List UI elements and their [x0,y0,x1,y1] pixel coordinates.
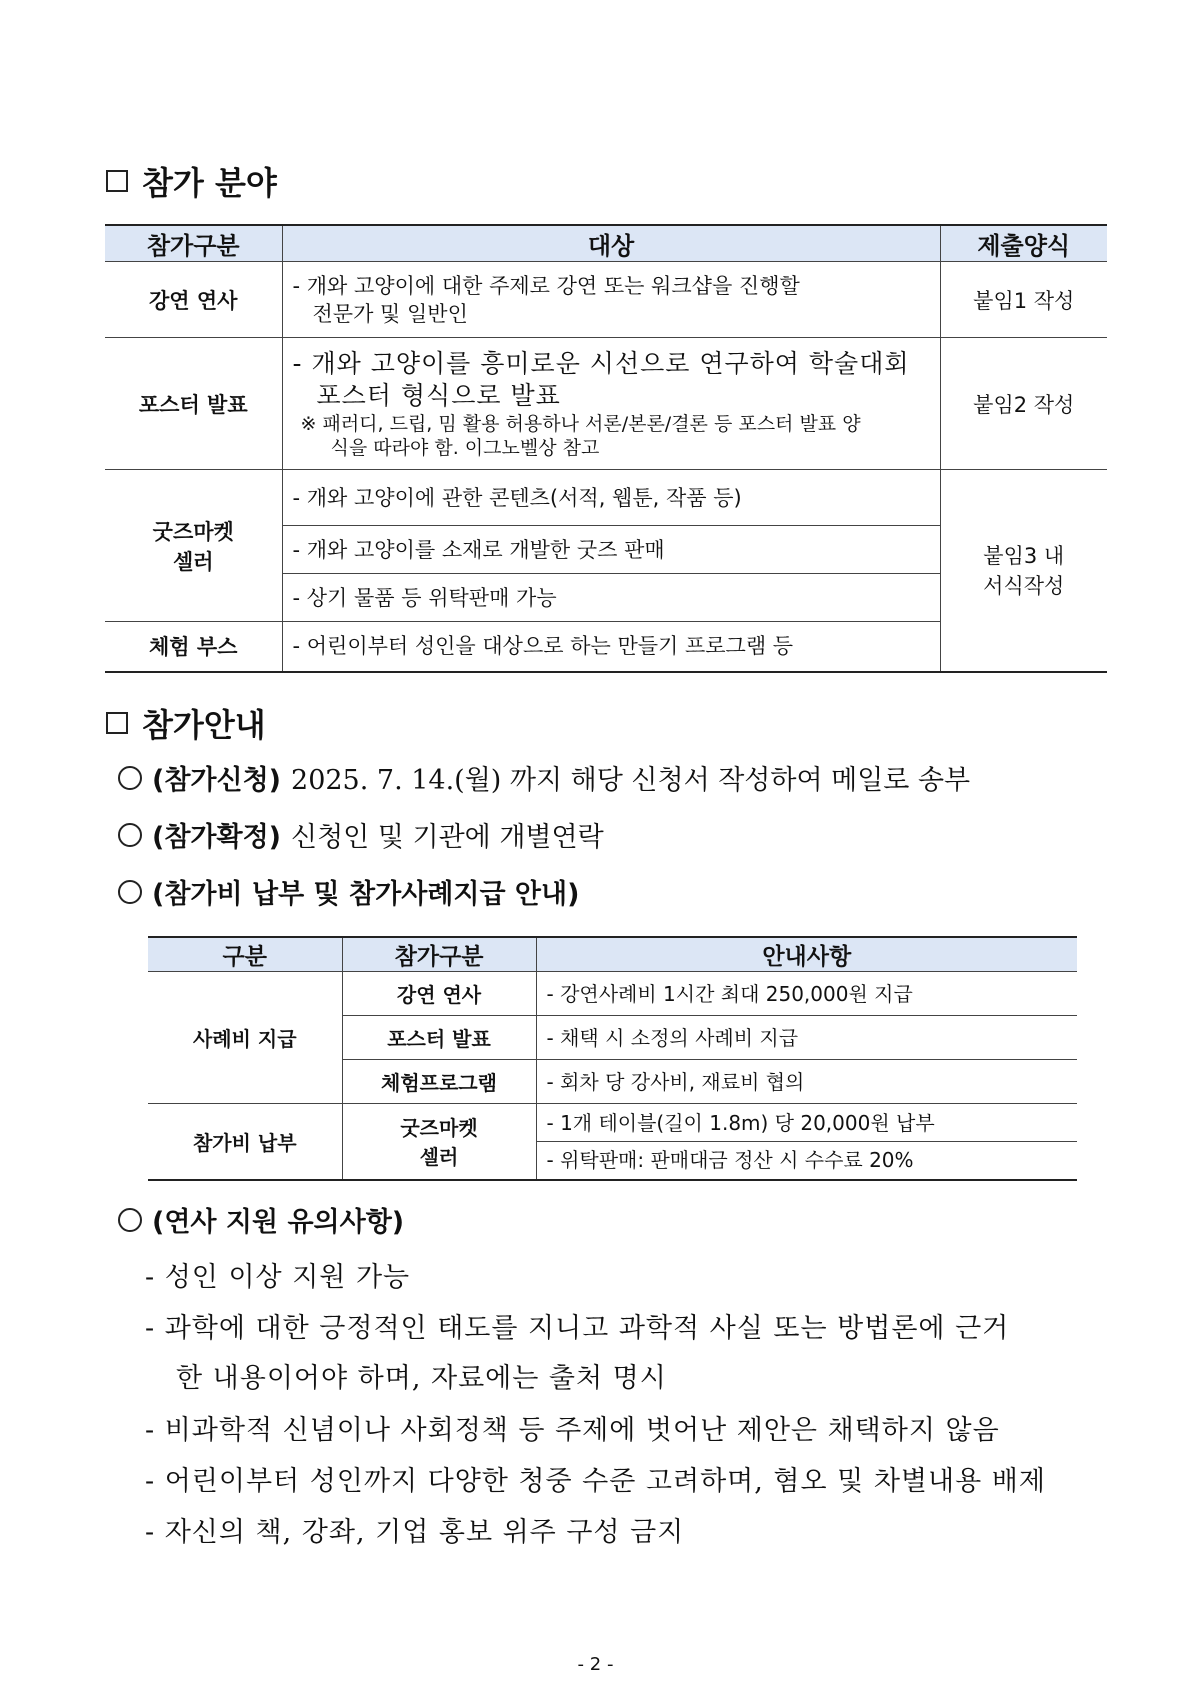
form-cell: 붙임2 작성 [940,338,1107,470]
item-text: 2025. 7. 14.(월) 까지 해당 신청서 작성하여 메일로 송부 [291,765,971,796]
page-number: - 2 - [577,1654,614,1675]
form-line: 붙임3 내 [983,544,1065,569]
note-line: - 자신의 책, 강좌, 기업 홍보 위주 구성 금지 [145,1517,685,1548]
target-cell: - 어린이부터 성인을 대상으로 하는 만들기 프로그램 등 [282,622,940,672]
item-text: 신청인 및 기관에 개별연락 [291,822,604,853]
note-line: - 어린이부터 성인까지 다양한 청중 수준 고려하며, 혐오 및 차별내용 배제 [145,1466,1046,1497]
confirm-item [118,815,604,854]
section-title: 참가 분야 [142,164,277,202]
header-cell: 안내사항 [536,937,1077,972]
form-cell [940,470,1107,672]
note-line: 한 내용이어야 하며, 자료에는 출처 명시 [176,1363,667,1394]
category-line: 셀러 [172,549,214,574]
header-cell: 구분 [148,937,342,972]
note-line: - 과학에 대한 긍정적인 태도를 지니고 과학적 사실 또는 방법론에 근거 [145,1313,1010,1344]
item-label: (참가확정) [152,822,282,853]
header-cell: 대상 [282,225,940,262]
circle-bullet-icon [118,1208,142,1232]
circle-bullet-icon [118,880,142,904]
item-label: (참가비 납부 및 참가사례지급 안내) [152,879,580,910]
target-cell [282,338,940,470]
category-cell [342,1104,536,1180]
info-cell: - 채택 시 소정의 사례비 지급 [536,1016,1077,1060]
note-line: - 성인 이상 지원 가능 [145,1262,411,1293]
checkbox-square-icon [106,170,128,192]
info-cell: - 위탁판매: 판매대금 정산 시 수수료 20% [536,1142,1077,1180]
category-cell: 포스터 발표 [342,1016,536,1060]
target-line: - 개와 고양이를 흥미로운 시선으로 연구하여 학술대회 [292,348,910,378]
note-line: - 비과학적 신념이나 사회정책 등 주제에 벗어난 제안은 채택하지 않음 [145,1415,1000,1446]
participation-fields-table [105,224,1107,673]
note-line: ※ 패러디, 드립, 밈 활용 허용하나 서론/본론/결론 등 포스터 발표 양 [300,412,861,435]
info-cell: - 강연사례비 1시간 최대 250,000원 지급 [536,972,1077,1016]
target-line: 포스터 형식으로 발표 [316,380,561,410]
checkbox-square-icon [106,712,128,734]
target-cell: - 개와 고양이를 소재로 개발한 굿즈 판매 [282,526,940,574]
item-label: (연사 지원 유의사항) [152,1207,405,1238]
info-cell: - 1개 테이블(길이 1.8m) 당 20,000원 납부 [536,1104,1077,1142]
circle-bullet-icon [118,823,142,847]
form-line: 서식작성 [983,574,1065,599]
target-cell: - 상기 물품 등 위탁판매 가능 [282,574,940,622]
category-cell: 포스터 발표 [105,338,282,470]
circle-bullet-icon [118,766,142,790]
target-cell [282,262,940,338]
item-label: (참가신청) [152,765,282,796]
target-cell: - 개와 고양이에 관한 콘텐츠(서적, 웹툰, 작품 등) [282,470,940,526]
apply-item [118,758,970,797]
category-line: 굿즈마켓 [400,1116,478,1141]
notes-item [118,1200,414,1239]
section-heading-participation-guide [106,700,266,746]
section-heading-participation-fields [106,158,277,204]
table-header-row [148,937,1077,972]
info-cell: - 회차 당 강사비, 재료비 협의 [536,1060,1077,1104]
table-row [105,470,1107,526]
category-cell: 체험 부스 [105,622,282,672]
header-cell: 참가구분 [105,225,282,262]
fee-table [148,936,1077,1181]
note-line: 식을 따라야 함. 이그노벨상 참고 [330,436,600,459]
category-line: 셀러 [419,1145,459,1170]
table-row [105,338,1107,470]
category-cell: 강연 연사 [342,972,536,1016]
section-title: 참가안내 [142,706,266,744]
form-cell: 붙임1 작성 [940,262,1107,338]
table-row [148,1104,1077,1142]
category-cell: 강연 연사 [105,262,282,338]
target-line: 전문가 및 일반인 [312,301,468,326]
category-cell: 체험프로그램 [342,1060,536,1104]
category-line: 굿즈마켓 [152,519,234,544]
group-cell: 참가비 납부 [148,1104,342,1180]
header-cell: 제출양식 [940,225,1107,262]
fee-item [118,872,589,911]
group-cell: 사례비 지급 [148,972,342,1104]
table-row [105,262,1107,338]
category-cell [105,470,282,622]
target-line: - 개와 고양이에 대한 주제로 강연 또는 워크샵을 진행할 [292,273,800,298]
header-cell: 참가구분 [342,937,536,972]
table-header-row [105,225,1107,262]
table-row [148,972,1077,1016]
